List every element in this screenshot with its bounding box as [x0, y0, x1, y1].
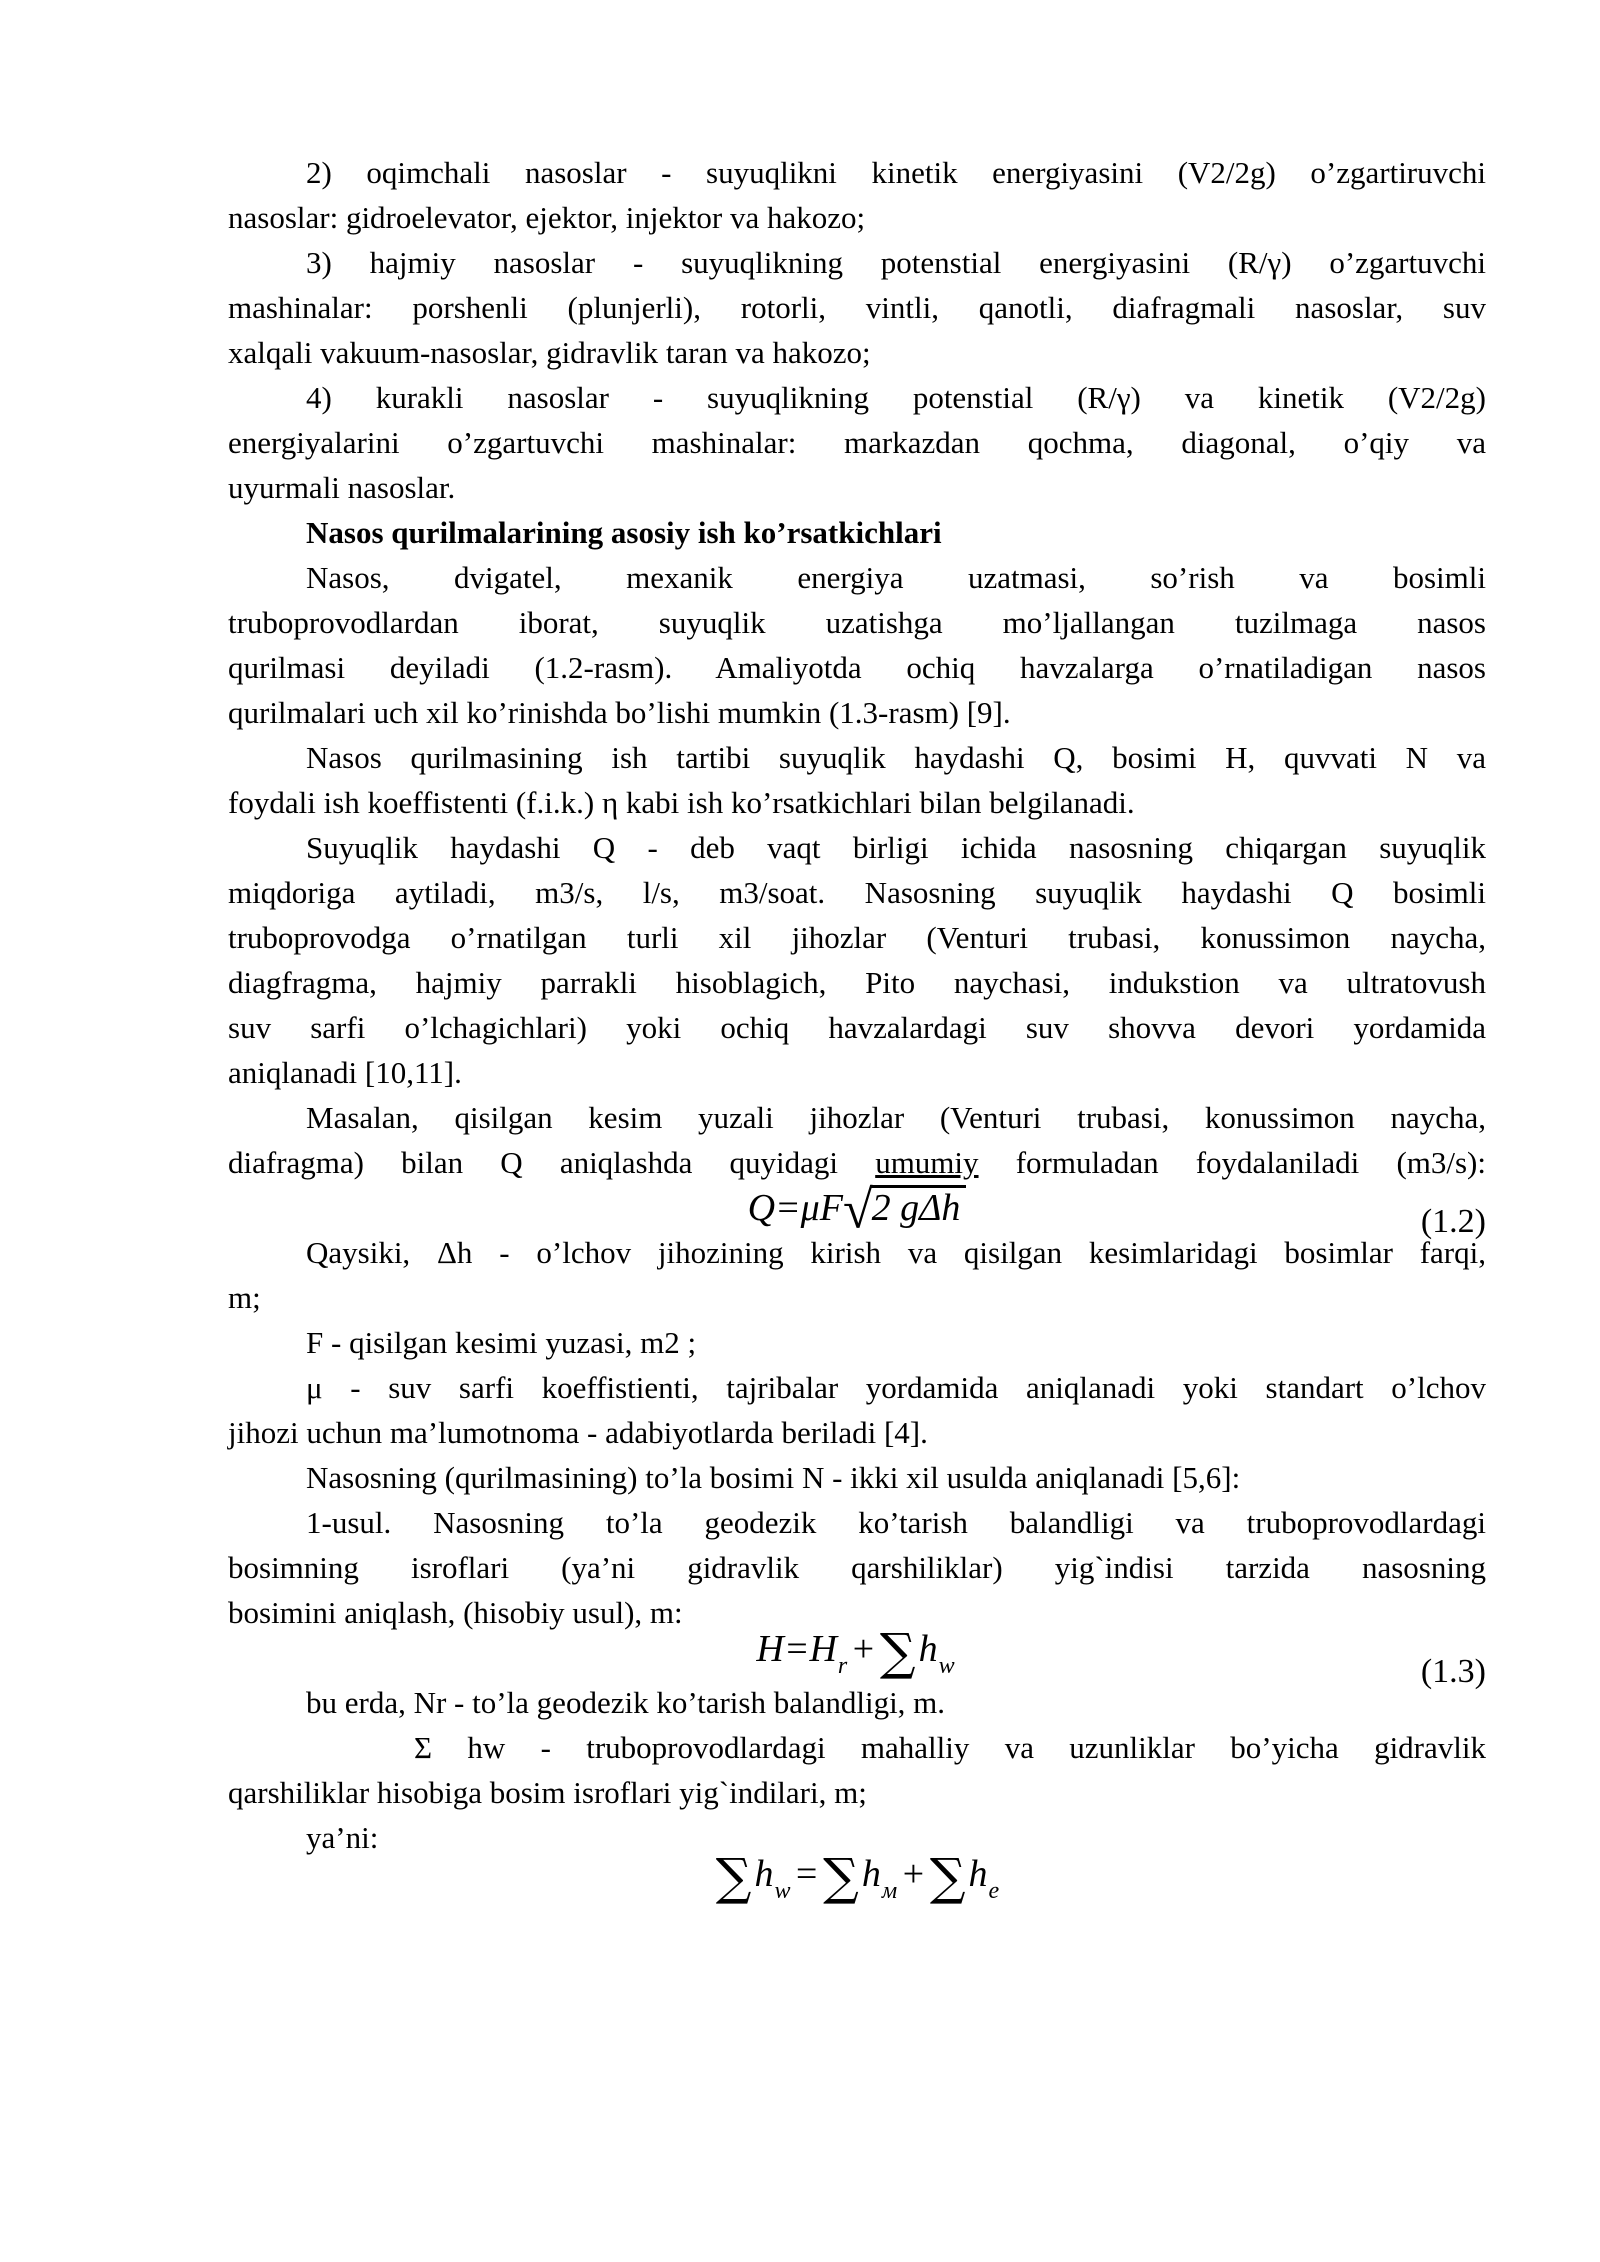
underlined-word: umumiy — [875, 1145, 979, 1180]
text-line: ya’ni: — [306, 1820, 379, 1855]
text-line: 4) kurakli nasoslar - suyuqlikning potenstial (R/γ) va kinetik (V2/2g) — [306, 380, 1486, 415]
subscript: r — [837, 1652, 848, 1679]
text-line: Masalan, qisilgan kesim yuzali jihozlar (Venturi trubasi, konussimon naycha, — [306, 1100, 1486, 1135]
text-line: 2) oqimchali nasoslar - suyuqlikni kinetik energiyasini (V2/2g) o’zgartiruvchi — [306, 155, 1486, 190]
text-line: Suyuqlik haydashi Q - deb vaqt birligi ichida nasosning chiqargan suyuqlik — [306, 830, 1486, 865]
text-line: Σ hw - truboprovodlardagi mahalliy va uzunliklar bo’yicha gidravlik — [414, 1730, 1486, 1765]
text-line: qurilmalari uch xil ko’rinishda bo’lishi mumkin (1.3-rasm) [9]. — [228, 695, 1011, 730]
text-line: aniqlanadi [10,11]. — [228, 1055, 462, 1090]
text-line: jihozi uchun ma’lumotnoma - adabiyotlarda beriladi [4]. — [228, 1415, 928, 1450]
subscript: м — [881, 1877, 898, 1904]
radical-sign: √ — [842, 1179, 870, 1240]
text-line: bosimning isroflari (ya’ni gidravlik qarshiliklar) yig`indisi tarzida nasosning — [228, 1550, 1486, 1585]
equals-sign: = — [793, 1852, 820, 1895]
text-line: truboprovodga o’rnatilgan turli xil jihozlar (Venturi trubasi, konussimon naycha, — [228, 920, 1486, 955]
equation-lhs: H=H — [756, 1627, 837, 1670]
text-line: μ - suv sarfi koeffistienti, tajribalar yordamida aniqlanadi yoki standart o’lchov — [306, 1370, 1486, 1405]
subscript: w — [938, 1652, 955, 1679]
text-line: diagfragma, hajmiy parrakli hisoblagich, Pito naychasi, indukstion va ultratovush — [228, 965, 1486, 1000]
variable-h: h — [918, 1627, 938, 1670]
text-line: 3) hajmiy nasoslar - suyuqlikning potenstial energiyasini (R/γ) o’zgartuvchi — [306, 245, 1486, 280]
summation-sign: ∑ — [715, 1847, 752, 1906]
variable-h: h — [754, 1852, 774, 1895]
text-line: foydali ish koeffistenti (f.i.k.) η kabi ish ko’rsatkichlari bilan belgilanadi. — [228, 785, 1135, 820]
text-line: energiyalarini o’zgartuvchi mashinalar: markazdan qochma, diagonal, o’qiy va — [228, 425, 1486, 460]
formula-row-1-2 — [228, 1179, 1486, 1240]
text-line: Nasos, dvigatel, mexanik energiya uzatmasi, so’rish va bosimli — [306, 560, 1486, 595]
text-line: F - qisilgan kesimi yuzasi, m2 ; — [306, 1325, 697, 1360]
text-line: bu erda, Nr - to’la geodezik ko’tarish balandligi, m. — [306, 1685, 946, 1720]
equation-number: (1.3) — [1420, 1653, 1486, 1690]
text-segment: diafragma) bilan Q aniqlashda quyidagi — [228, 1145, 876, 1180]
plus-sign: + — [900, 1852, 926, 1895]
text-block — [228, 150, 1486, 1905]
text-line: bosimini aniqlash, (hisobiy usul), m: — [228, 1595, 683, 1630]
radicand: 2 gΔh — [870, 1185, 967, 1229]
text-line: qurilmasi deyiladi (1.2-rasm). Amaliyotda ochiq havzalarga o’rnatiladigan nasos — [228, 650, 1486, 685]
text-line: truboprovodlardan iborat, suyuqlik uzatishga mo’ljallangan tuzilmaga nasos — [228, 605, 1486, 640]
equation-number: (1.2) — [1420, 1203, 1486, 1240]
plus-sign: + — [850, 1627, 876, 1670]
formula-row-1-3 — [228, 1622, 1486, 1690]
variable-h: h — [861, 1852, 881, 1895]
text-line: suv sarfi o’lchagichlari) yoki ochiq havzalardagi suv shovva devori yordamida — [228, 1010, 1486, 1045]
text-line: miqdoriga aytiladi, m3/s, l/s, m3/soat. Nasosning suyuqlik haydashi Q bosimli — [228, 875, 1486, 910]
variable-h: h — [968, 1852, 988, 1895]
formula-row-losses — [228, 1847, 1486, 1906]
equation-lhs: Q=μF — [747, 1186, 843, 1229]
summation-sign: ∑ — [823, 1847, 859, 1906]
subscript: e — [988, 1877, 1000, 1904]
text-line: nasoslar: gidroelevator, ejektor, injektor va hakozo; — [228, 200, 866, 235]
section-heading: Nasos qurilmalarining asosiy ish ko’rsatkichlari — [306, 515, 942, 550]
text-line: mashinalar: porshenli (plunjerli), rotorli, vintli, qanotli, diafragmali nasoslar, suv — [228, 290, 1486, 325]
text-line: Qaysiki, Δh - o’lchov jihozining kirish va qisilgan kesimlaridagi bosimlar farqi, — [306, 1235, 1486, 1270]
subscript: w — [774, 1877, 791, 1904]
text-line: xalqali vakuum-nasoslar, gidravlik taran va hakozo; — [228, 335, 871, 370]
text-line: m; — [228, 1280, 261, 1315]
text-line: Nasos qurilmasining ish tartibi suyuqlik haydashi Q, bosimi H, quvvati N va — [306, 740, 1486, 775]
text-line: uyurmali nasoslar. — [228, 470, 456, 505]
text-segment: formuladan foydalaniladi (m3/s): — [978, 1145, 1486, 1180]
text-line: Nasosning (qurilmasining) to’la bosimi N - ikki xil usulda aniqlanadi [5,6]: — [306, 1460, 1241, 1495]
summation-sign: ∑ — [879, 1622, 916, 1681]
summation-sign: ∑ — [929, 1847, 966, 1906]
text-line: 1-usul. Nasosning to’la geodezik ko’tarish balandligi va truboprovodlardagi — [306, 1505, 1486, 1540]
equation-losses-sum — [712, 1847, 1002, 1914]
equation-head — [756, 1622, 957, 1689]
equation-flow-rate — [747, 1179, 967, 1240]
text-line: qarshiliklar hisobiga bosim isroflari yig`indilari, m; — [228, 1775, 867, 1810]
